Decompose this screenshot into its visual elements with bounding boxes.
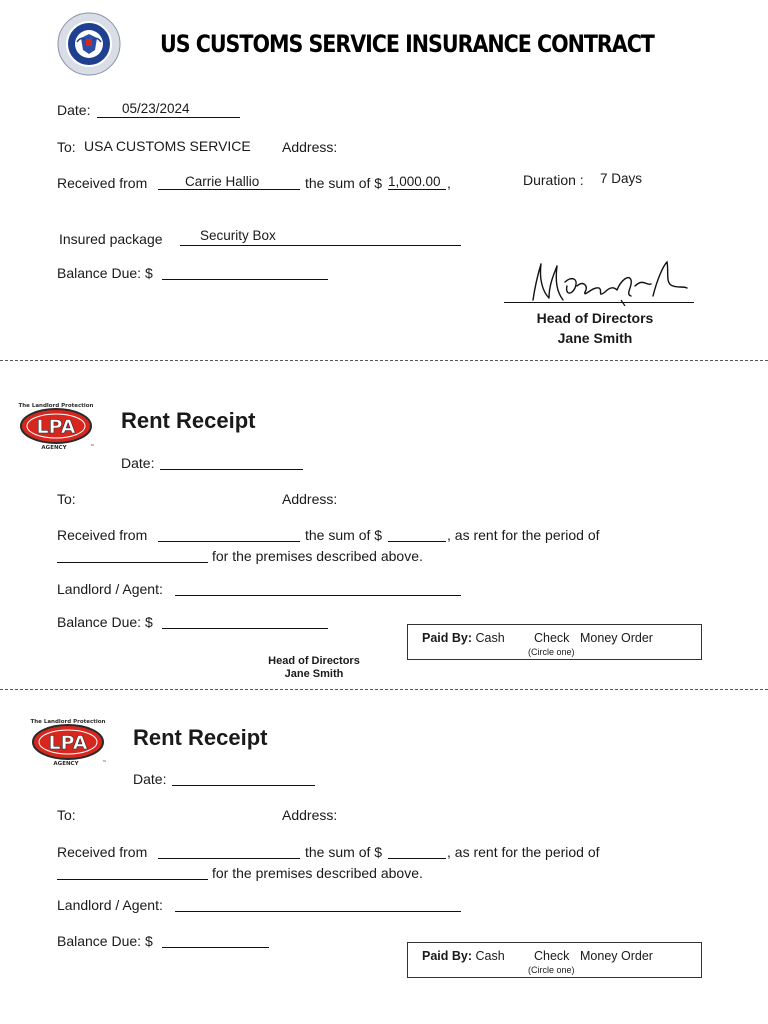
svg-text:LPA: LPA	[48, 732, 88, 754]
cbp-seal-icon	[57, 12, 121, 76]
paid-by-label: Paid By:	[422, 949, 473, 963]
receipt-received-label: Received from	[57, 527, 148, 543]
duration-label: Duration :	[523, 172, 584, 188]
option-money-order: Money Order	[580, 631, 653, 645]
paid-by-label: Paid By:	[422, 631, 473, 645]
receipt-received-line	[158, 541, 300, 542]
receipt-premises-text: for the premises described above.	[212, 865, 423, 881]
receipt-period-line	[57, 879, 208, 880]
cut-line-divider	[0, 360, 768, 361]
signer-title: Head of Directors	[536, 310, 654, 326]
insured-package-value: Security Box	[200, 228, 276, 243]
receipt-sum-line	[388, 541, 446, 542]
duration-value: 7 Days	[600, 171, 643, 186]
lpa-logo-icon	[30, 716, 110, 768]
receipt-title: Rent Receipt	[133, 725, 268, 750]
to-label: To:	[57, 139, 76, 155]
receipt-received-label: Received from	[57, 844, 148, 860]
svg-text:AGENCY: AGENCY	[41, 445, 67, 451]
option-cash: Cash	[475, 631, 505, 645]
circle-one-note: (Circle one)	[528, 965, 575, 975]
option-cash: Cash	[475, 949, 505, 963]
svg-text:™: ™	[102, 760, 107, 766]
svg-text:The Landlord Protection: The Landlord Protection	[18, 403, 94, 409]
receipt-balance-line	[162, 628, 328, 629]
receipt-signer-title: Head of Directors	[268, 655, 360, 667]
sum-value: 1,000.00	[388, 174, 441, 189]
address-label: Address:	[282, 139, 338, 155]
cut-line-divider	[0, 689, 768, 690]
sum-line	[388, 189, 446, 190]
date-line	[97, 117, 240, 118]
receipt-date-label: Date:	[121, 455, 155, 471]
date-value: 05/23/2024	[122, 101, 190, 116]
receipt-balance-label: Balance Due: $	[57, 614, 153, 630]
receipt-date-label: Date:	[133, 771, 167, 787]
received-from-value: Carrie Hallio	[185, 174, 260, 189]
circle-one-note: (Circle one)	[528, 647, 575, 657]
receipt-signer-name: Jane Smith	[284, 668, 344, 680]
to-value: USA CUSTOMS SERVICE	[84, 138, 251, 154]
sum-label: the sum of $	[305, 175, 383, 191]
receipt-balance-line	[162, 947, 269, 948]
receipt-premises-text: for the premises described above.	[212, 548, 423, 564]
paid-by-box	[407, 942, 702, 978]
receipt-to-label: To:	[57, 491, 76, 507]
option-check: Check	[534, 631, 570, 645]
insured-package-line	[180, 245, 461, 246]
receipt-address-label: Address:	[282, 807, 338, 823]
received-from-label: Received from	[57, 175, 148, 191]
svg-text:The Landlord Protection: The Landlord Protection	[30, 719, 106, 725]
svg-text:LPA: LPA	[36, 416, 76, 438]
contract-title: US CUSTOMS SERVICE INSURANCE CONTRACT	[160, 30, 654, 58]
svg-text:™: ™	[90, 444, 95, 450]
receipt-agent-line	[175, 911, 461, 912]
receipt-sum-line	[388, 858, 446, 859]
option-money-order: Money Order	[580, 949, 653, 963]
receipt-sum-label: the sum of $	[305, 527, 383, 543]
paid-by-box	[407, 624, 702, 660]
option-check: Check	[534, 949, 570, 963]
receipt-sum-suffix: , as rent for the period of	[447, 844, 600, 860]
sum-suffix: ,	[447, 175, 451, 191]
signature-line	[504, 302, 694, 303]
receipt-agent-line	[175, 595, 461, 596]
signature-icon	[505, 256, 695, 306]
receipt-date-line	[160, 469, 303, 470]
receipt-period-line	[57, 562, 208, 563]
insured-package-label: Insured package	[59, 231, 163, 247]
receipt-sum-label: the sum of $	[305, 844, 383, 860]
balance-due-label: Balance Due: $	[57, 265, 153, 281]
receipt-to-label: To:	[57, 807, 76, 823]
receipt-agent-label: Landlord / Agent:	[57, 897, 163, 913]
balance-due-line	[162, 279, 328, 280]
svg-text:AGENCY: AGENCY	[53, 761, 79, 767]
receipt-sum-suffix: , as rent for the period of	[447, 527, 600, 543]
receipt-title: Rent Receipt	[121, 408, 256, 433]
receipt-agent-label: Landlord / Agent:	[57, 581, 163, 597]
date-label: Date:	[57, 102, 91, 118]
received-from-line	[158, 189, 300, 190]
lpa-logo-icon	[18, 400, 98, 452]
receipt-date-line	[172, 785, 315, 786]
receipt-address-label: Address:	[282, 491, 338, 507]
receipt-received-line	[158, 858, 300, 859]
signer-name: Jane Smith	[557, 330, 633, 346]
receipt-balance-label: Balance Due: $	[57, 933, 153, 949]
